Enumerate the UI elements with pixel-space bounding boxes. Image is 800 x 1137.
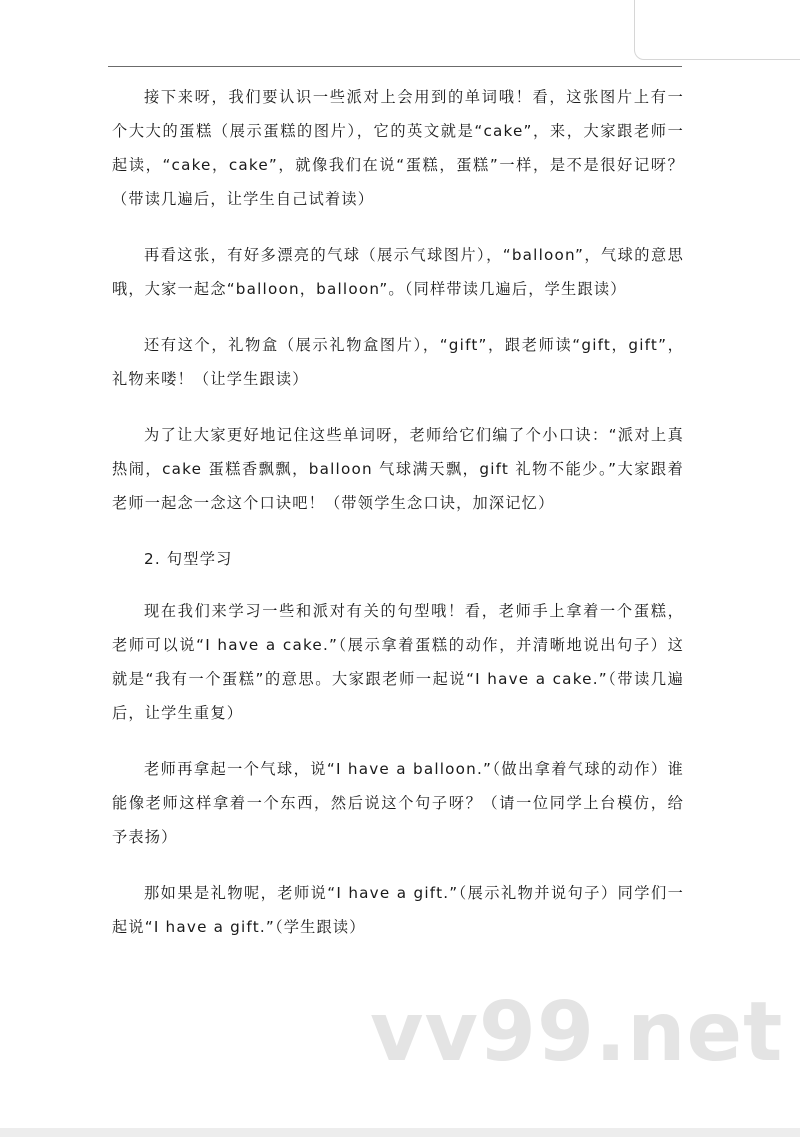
watermark: vv99.net [370, 985, 784, 1080]
paragraph-vocab-gift: 还有这个，礼物盒（展示礼物盒图片），“gift”，跟老师读“gift，gift”，礼物来喽！（让学生跟读） [112, 336, 684, 388]
paragraph-vocab-cake: 接下来呀，我们要认识一些派对上会用到的单词哦！看，这张图片上有一个大大的蛋糕（展示蛋糕的图片），它的英文就是“cake”，来，大家跟老师一起读，“cake，cake”，就像我们在说“蛋糕，蛋糕”一样，是不是很好记呀？（带读几遍后，让学生自己试着读） [112, 88, 684, 208]
document-body [112, 80, 684, 966]
paragraph-rhyme: 为了让大家更好地记住这些单词呀，老师给它们编了个小口诀：“派对上真热闹，cake 蛋糕香飘飘，balloon 气球满天飘，gift 礼物不能少。”大家跟着老师一起念一念这个口诀吧！（带领学生念口诀，加深记忆） [112, 426, 684, 512]
paragraph-vocab-balloon: 再看这张，有好多漂亮的气球（展示气球图片），“balloon”，气球的意思哦，大家一起念“balloon，balloon”。（同样带读几遍后，学生跟读） [112, 246, 684, 298]
paragraph-sentence-cake: 现在我们来学习一些和派对有关的句型哦！看，老师手上拿着一个蛋糕，老师可以说“I have a cake.”（展示拿着蛋糕的动作，并清晰地说出句子）这就是“我有一个蛋糕”的意思。大家跟老师一起说“I have a cake.”（带读几遍后，让学生重复） [112, 602, 684, 722]
section-heading-sentence-learning: 2. 句型学习 [144, 550, 233, 568]
page-bottom-edge [0, 1128, 800, 1137]
paragraph-sentence-balloon: 老师再拿起一个气球，说“I have a balloon.”（做出拿着气球的动作）谁能像老师这样拿着一个东西，然后说这个句子呀？（请一位同学上台模仿，给予表扬） [112, 760, 684, 846]
page-corner-tab [634, 0, 800, 60]
header-rule [108, 66, 682, 67]
paragraph-sentence-gift: 那如果是礼物呢，老师说“I have a gift.”（展示礼物并说句子）同学们一起说“I have a gift.”（学生跟读） [112, 884, 684, 936]
